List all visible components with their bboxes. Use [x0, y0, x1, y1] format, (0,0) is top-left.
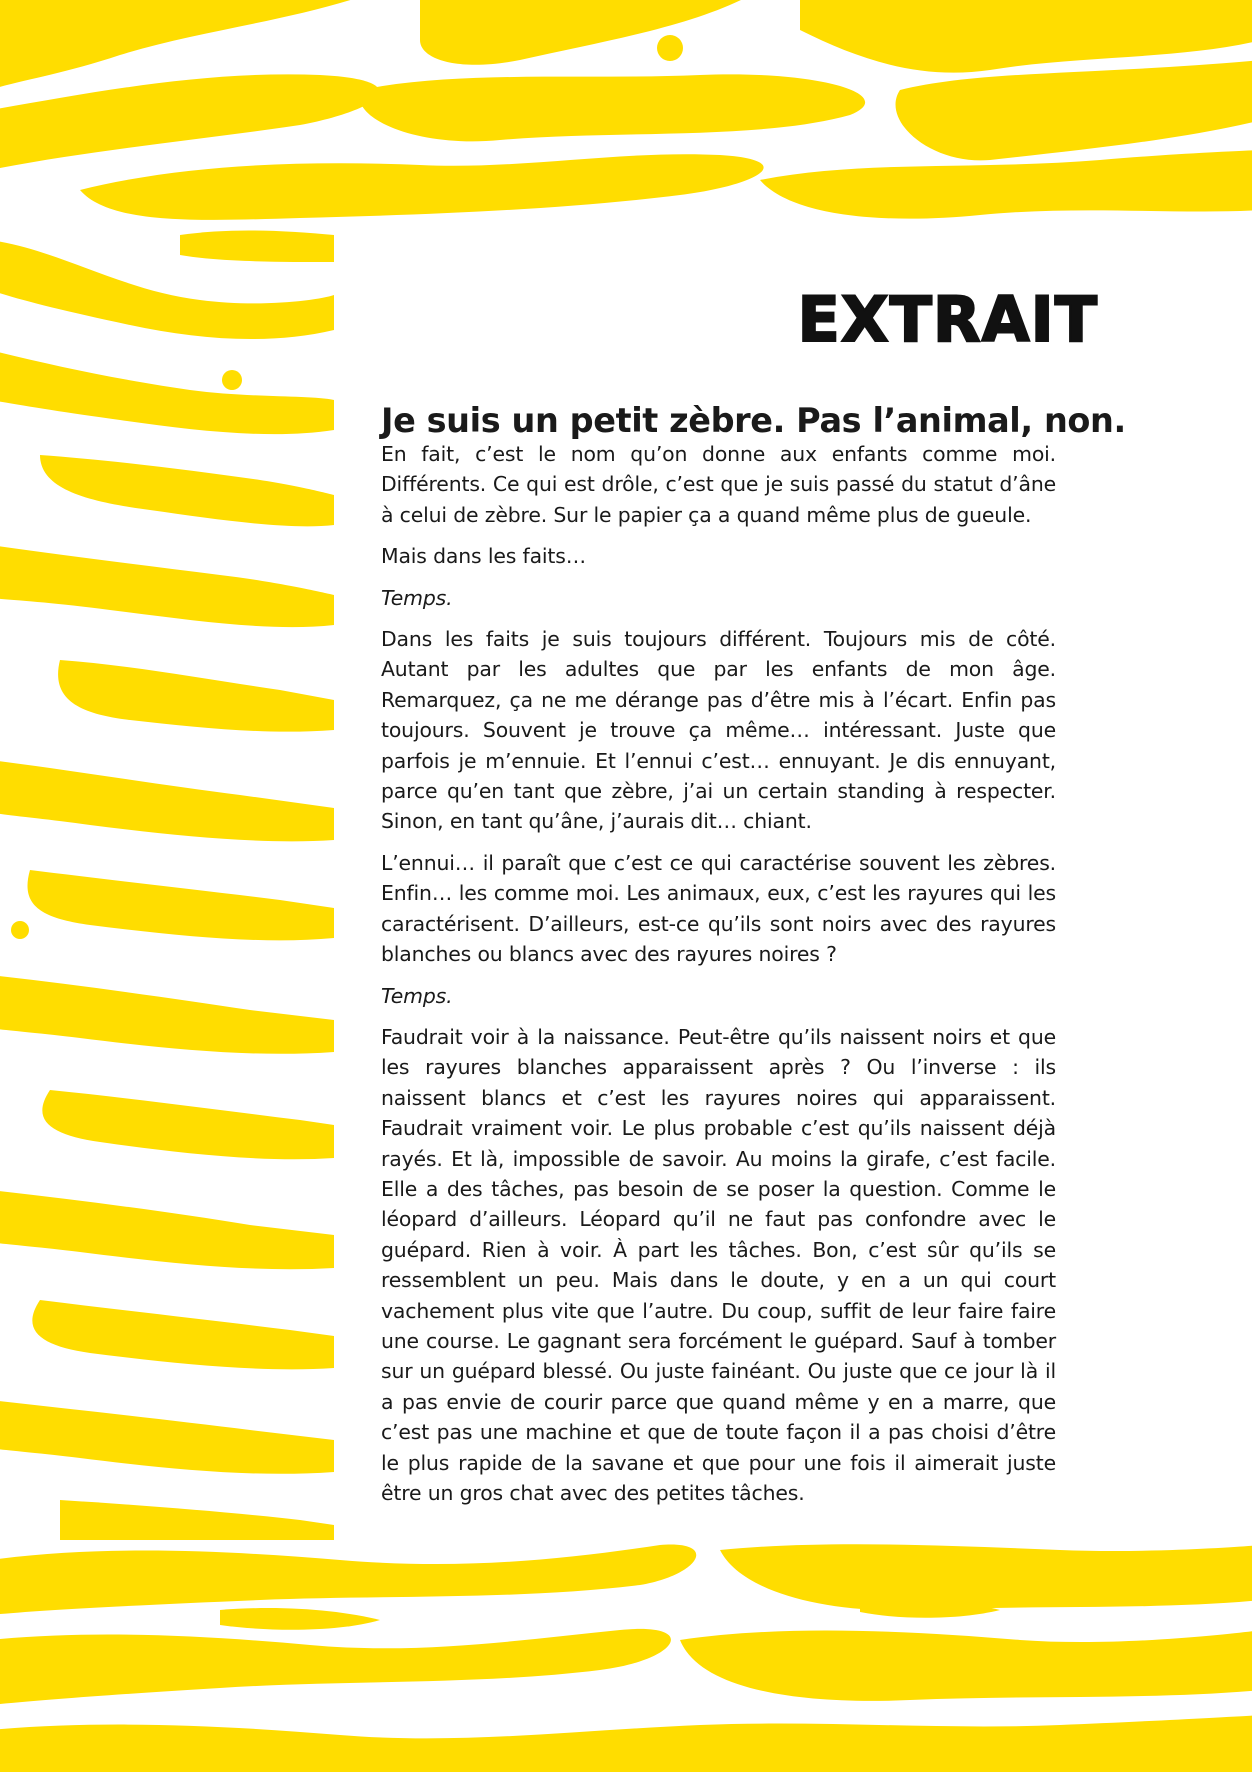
extrait-heading: EXTRAIT	[797, 283, 1098, 356]
paragraph-1: En fait, c’est le nom qu’on donne aux enfants comme moi. Différents. Ce qui est drôle, c’est que je suis passé du statut d’âne à celui de zèbre. Sur le papier ça a quand même plus de gueule.	[381, 442, 1056, 527]
lead-sentence: Je suis un petit zèbre. Pas l’animal, non.	[381, 401, 1126, 440]
stage-direction-2: Temps.	[381, 983, 453, 1008]
paragraph-2: Mais dans les faits…	[381, 544, 586, 569]
paragraph-3: Dans les faits je suis toujours différent. Toujours mis de côté. Autant par les adultes que par les enfants de mon âge. Remarquez, ça ne me dérange pas d’être mis à l’écart. Enfin pas toujours. Souvent je trouve ça même… intéressant. Juste que parfois je m’ennuie. Et l’ennui c’est… ennuyant. Je dis ennuyant, parce qu’en tant que zèbre, j’ai un certain standing à respecter. Sinon, en tant qu’âne, j’aurais dit… chiant.	[381, 627, 1056, 834]
paragraph-5: Faudrait voir à la naissance. Peut-être qu’ils naissent noirs et que les rayures blanches apparaissent après ? Ou l’inverse : ils naissent blancs et c’est les rayures noires qui apparaissent. Faudrait vraiment voir. Le plus probable c’est qu’ils naissent déjà rayés. Et là, impossible de savoir. Au moins la girafe, c’est facile. Elle a des tâches, pas besoin de se poser la question. Comme le léopard d’ailleurs. Léopard qu’il ne faut pas confondre avec le guépard. Rien à voir. À part les tâches. Bon, c’est sûr qu’ils se ressemblent un peu. Mais dans le doute, y en a un qui court vachement plus vite que l’autre. Du coup, suffit de leur faire faire une course. Le gagnant sera forcément le guépard. Sauf à tomber sur un guépard blessé. Ou juste fainéant. Ou juste que ce jour là il a pas envie de courir parce que quand même y en a marre, que c’est pas une machine et que de toute façon il a pas choisi d’être le plus rapide de la savane et que pour une fois il aimerait juste être un gros chat avec des petites tâches.	[381, 1024, 1056, 1505]
excerpt-panel	[334, 241, 1252, 1536]
stage-direction-1: Temps.	[381, 585, 453, 610]
excerpt-text	[381, 401, 1126, 1519]
paragraph-4: L’ennui… il paraît que c’est ce qui caractérise souvent les zèbres. Enfin… les comme moi. Les animaux, eux, c’est les rayures qui les caractérisent. D’ailleurs, est-ce qu’ils sont noirs avec des rayures blanches ou blancs avec des rayures noires ?	[381, 850, 1056, 967]
